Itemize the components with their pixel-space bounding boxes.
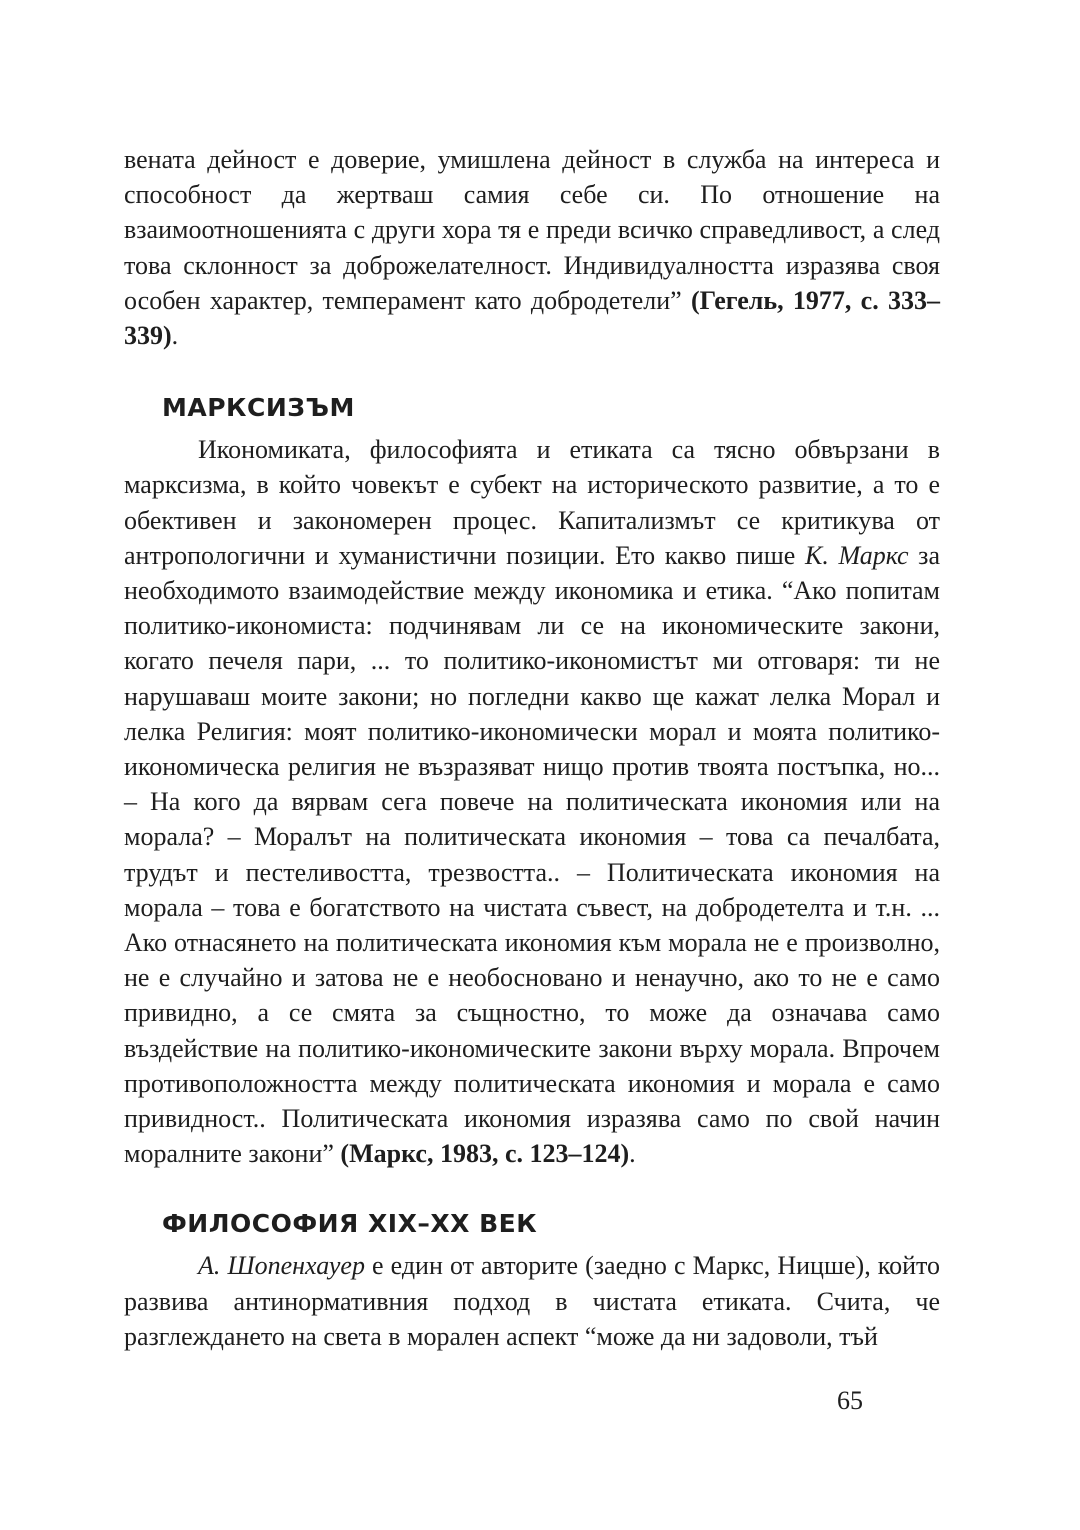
intro-paragraph <box>124 142 940 353</box>
marxism-paragraph <box>124 432 940 1171</box>
marxism-citation: (Маркс, 1983, с. 123–124) <box>340 1139 630 1169</box>
page-body <box>124 142 940 1354</box>
intro-period: . <box>171 321 179 351</box>
intro-text: вената дейност е доверие, умишлена дейност в служба на интереса и способност да жертваш самия себе си. По отношение на взаимоотношенията с други хора тя е преди всичко справедливост, а след това склонност за доброжелателност. Индивидуалността изразява своя особен характер, темперамент като добродетели” <box>124 145 940 315</box>
philosophy-paragraph <box>124 1248 940 1354</box>
intro-citation: (Гегель, 1977, с. 333–339) <box>124 285 941 351</box>
philosophy-text: е един от авторите (заедно с Маркс, Ницше), който развива антинормативния подход в чистата етиката. Счита, че разглеждането на света в морален аспект “може да ни задоволи, тъй <box>124 1251 941 1351</box>
marxism-author: К. Маркс <box>805 540 909 570</box>
heading-philosophy: ФИЛОСОФИЯ XIX–XX ВЕК <box>162 1209 538 1239</box>
marxism-period: . <box>629 1139 636 1169</box>
page-number: 65 <box>837 1386 863 1415</box>
heading-marxism: МАРКСИЗЪМ <box>162 393 355 423</box>
marxism-text-start: Икономиката, философията и етиката са тясно обвързани в марксизма, в който човекът е субект на историческото развитие, а то е обективен и закономерен процес. Капитализмът се критикува от антропологични и хуманистични позиции. Ето какво пише <box>124 435 940 570</box>
philosophy-author: А. Шопенхауер <box>198 1251 365 1281</box>
marxism-text-quote: за необходимото взаимодействие между икономика и етика. “Ако попитам политико-икономиста: подчинявам ли се на икономическите закони, когато печеля пари, ... то политико-икономистът ми отговаря: ти не нарушаваш моите закони; но погледни какво ще кажат лелка Морал и лелка Религия: моят политико-икономически морал и моята политико-икономическа религия не възразяват нищо против твоята постъпка, но... – На кого да вярвам сега повече на политическата икономия или на морала? – Моралът на политическата икономия – това са печалбата, трудът и пестеливостта, трезвостта.. – Политическата икономия на морала – това е богатството на чистата съвест, на добродетелта и т.н. ... Ако отнасянето на политическата икономия към морала не е произволно, не е случайно и затова не е необосновано и ненаучно, ако то не е само привидно, а се смята за същностно, то може да означава само въздействие на политико-икономическите закони върху морала. Впрочем противоположността между политическата икономия и морала е само привидност.. Политическата икономия изразява само по свой начин моралните закони” <box>124 540 940 1169</box>
